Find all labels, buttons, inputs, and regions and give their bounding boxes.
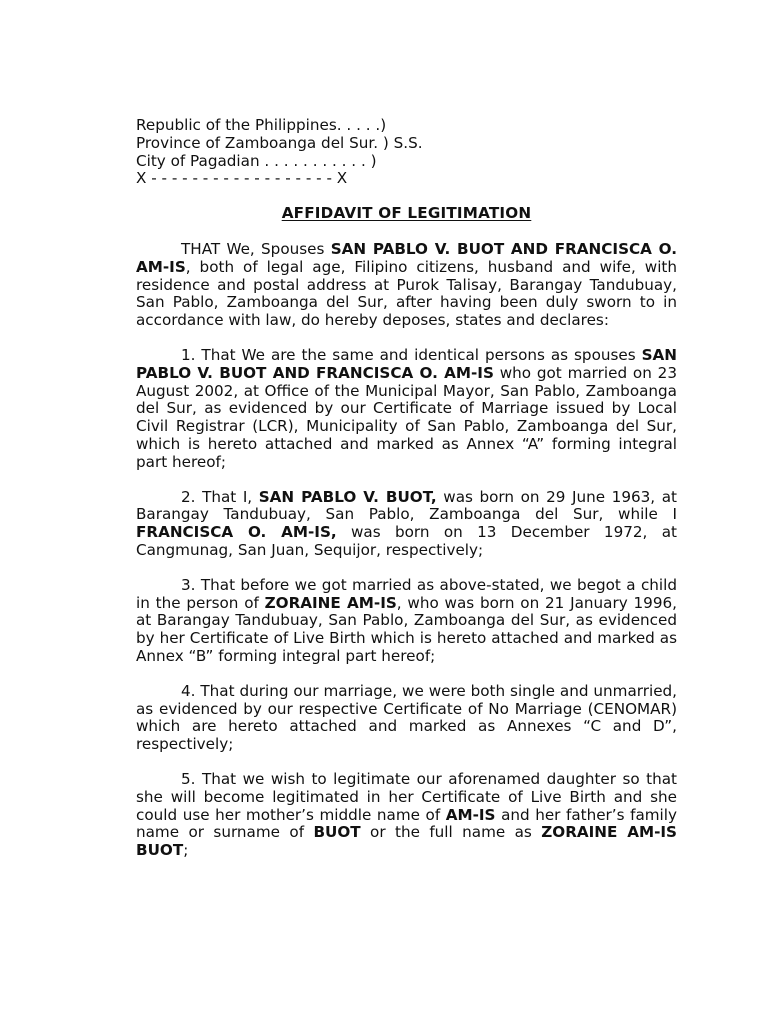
intro-paragraph bbox=[136, 241, 677, 330]
p3-text-2: , who was born on 21 January 1996, at Barangay Tandubuay, San Pablo, Zamboanga del Sur, as evidenced by her Certificate of Live Birth which is hereto attached and marked as Annex “B” forming integral part hereof; bbox=[136, 593, 677, 665]
p5-full-name: ZORAINE AM-IS BUOT bbox=[136, 823, 677, 860]
p5-text-1: 5. That we wish to legitimate our aforenamed daughter so that she will become legitimated in her Certificate of Live Birth and she could use her mother’s middle name of bbox=[136, 769, 677, 824]
paragraph-5 bbox=[136, 771, 677, 860]
venue-province: Province of Zamboanga del Sur. ) S.S. bbox=[136, 133, 423, 152]
venue-republic: Republic of the Philippines. . . . .) bbox=[136, 116, 387, 134]
p5-middle-name: AM-IS bbox=[445, 805, 496, 824]
p4-text-1: 4. That during our marriage, we were both single and unmarried, as evidenced by our respective Certificate of No Marriage (CENOMAR) which are hereto attached and marked as Annexes “C and D”, respectively; bbox=[136, 681, 677, 754]
paragraph-2 bbox=[136, 489, 677, 560]
p1-text-1: 1. That We are the same and identical persons as spouses bbox=[181, 345, 642, 364]
intro-text-1: THAT We, Spouses bbox=[181, 239, 331, 258]
document-page bbox=[136, 117, 677, 875]
p2-wife-name: FRANCISCA O. AM-IS, bbox=[136, 523, 337, 542]
p1-text-2: who got married on 23 August 2002, at Office of the Municipal Mayor, San Pablo, Zamboanga del Sur, as evidenced by our Certificate of Marriage issued by Local Civil Registrar (LCR), Municipality of San Pablo, Zamboanga del Sur, which is hereto attached and marked as Annex “A” forming integral part hereof; bbox=[136, 363, 677, 471]
p2-text-1: 2. That I, bbox=[181, 487, 259, 506]
intro-text-2: , both of legal age, Filipino citizens, husband and wife, with residence and postal address at Purok Talisay, Barangay Tandubuay, San Pablo, Zamboanga del Sur, after having been duly sworn to in accordance with law, do hereby deposes, states and declares: bbox=[136, 257, 677, 330]
p5-text-4: ; bbox=[183, 841, 189, 860]
venue-block bbox=[136, 117, 677, 188]
p5-text-3: or the full name as bbox=[360, 823, 542, 842]
p1-spouses-names: SAN PABLO V. BUOT AND FRANCISCA O. AM-IS bbox=[136, 345, 677, 382]
p5-text-2: and her father’s family name or surname of bbox=[136, 805, 677, 842]
paragraph-3 bbox=[136, 577, 677, 666]
paragraph-4 bbox=[136, 683, 677, 754]
document-title: AFFIDAVIT OF LEGITIMATION bbox=[281, 204, 532, 223]
p2-husband-name: SAN PABLO V. BUOT, bbox=[258, 487, 437, 506]
p2-text-2: was born on 29 June 1963, at Barangay Tandubuay, San Pablo, Zamboanga del Sur, while I bbox=[136, 487, 677, 524]
intro-spouses-names: SAN PABLO V. BUOT AND FRANCISCA O. AM-IS bbox=[136, 239, 677, 276]
p3-child-name: ZORAINE AM-IS bbox=[264, 593, 397, 612]
paragraph-1 bbox=[136, 347, 677, 472]
venue-city: City of Pagadian . . . . . . . . . . . ) bbox=[136, 151, 377, 170]
p3-text-1: 3. That before we got married as above-stated, we begot a child in the person of bbox=[136, 575, 677, 612]
p5-surname: BUOT bbox=[313, 823, 361, 842]
venue-divider: X - - - - - - - - - - - - - - - - - - X bbox=[136, 169, 348, 188]
p2-text-3: was born on 13 December 1972, at Cangmunag, San Juan, Sequijor, respectively; bbox=[136, 523, 677, 559]
